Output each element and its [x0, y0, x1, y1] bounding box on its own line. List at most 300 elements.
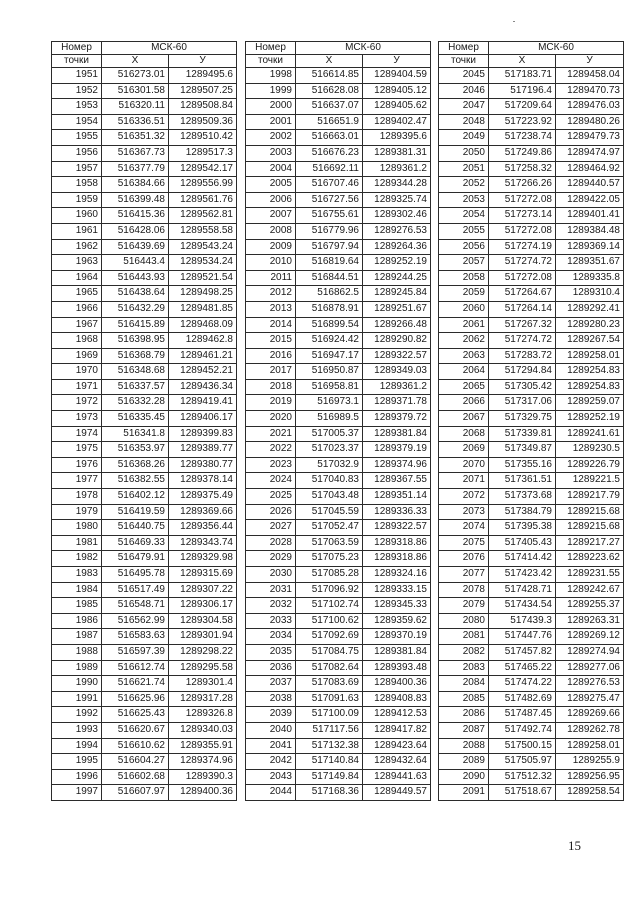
- point-number-cell: 2069: [439, 442, 489, 458]
- y-coordinate-cell: 1289542.17: [169, 161, 237, 177]
- y-coordinate-cell: 1289359.62: [363, 613, 431, 629]
- y-coordinate-cell: 1289329.98: [169, 551, 237, 567]
- point-number-cell: 2086: [439, 707, 489, 723]
- point-number-cell: 2005: [246, 177, 296, 193]
- y-coordinate-cell: 1289474.97: [556, 145, 624, 161]
- x-coordinate-cell: 516651.9: [296, 114, 363, 130]
- y-coordinate-cell: 1289276.53: [556, 676, 624, 692]
- x-coordinate-cell: 517500.15: [489, 738, 556, 754]
- x-coordinate-cell: 517457.82: [489, 644, 556, 660]
- point-number-cell: 2026: [246, 504, 296, 520]
- point-number-cell: 1956: [52, 145, 102, 161]
- y-coordinate-cell: 1289379.72: [363, 411, 431, 427]
- table-row: [439, 130, 624, 146]
- x-coordinate-cell: 517100.62: [296, 613, 363, 629]
- x-coordinate-cell: 517317.06: [489, 395, 556, 411]
- table-row: [439, 754, 624, 770]
- table-row: [439, 379, 624, 395]
- y-coordinate-cell: 1289318.86: [363, 551, 431, 567]
- x-coordinate-cell: 516583.63: [102, 629, 169, 645]
- y-coordinate-cell: 1289325.74: [363, 192, 431, 208]
- point-number-cell: 1980: [52, 520, 102, 536]
- point-number-cell: 2056: [439, 239, 489, 255]
- y-coordinate-cell: 1289217.79: [556, 489, 624, 505]
- x-coordinate-cell: 516819.64: [296, 255, 363, 271]
- table-row: [246, 567, 431, 583]
- point-number-cell: 2080: [439, 613, 489, 629]
- table-row: [246, 754, 431, 770]
- x-coordinate-cell: 517465.22: [489, 660, 556, 676]
- point-number-cell: 1970: [52, 364, 102, 380]
- table-row: [52, 785, 237, 801]
- point-number-cell: 2084: [439, 676, 489, 692]
- point-number-cell: 1982: [52, 551, 102, 567]
- x-coordinate-cell: 516779.96: [296, 223, 363, 239]
- table-row: [439, 348, 624, 364]
- x-coordinate-cell: 516727.56: [296, 192, 363, 208]
- y-coordinate-cell: 1289405.12: [363, 83, 431, 99]
- y-coordinate-cell: 1289274.94: [556, 644, 624, 660]
- table-row: [246, 644, 431, 660]
- y-coordinate-cell: 1289318.86: [363, 535, 431, 551]
- point-number-cell: 2017: [246, 364, 296, 380]
- table-row: [52, 161, 237, 177]
- y-coordinate-cell: 1289370.19: [363, 629, 431, 645]
- x-coordinate-cell: 517063.59: [296, 535, 363, 551]
- point-number-cell: 1989: [52, 660, 102, 676]
- table-row: [52, 379, 237, 395]
- x-coordinate-cell: 516337.57: [102, 379, 169, 395]
- table-row: [52, 691, 237, 707]
- point-number-cell: 1953: [52, 99, 102, 115]
- x-coordinate-cell: 516432.29: [102, 301, 169, 317]
- x-coordinate-cell: 516844.51: [296, 270, 363, 286]
- point-number-cell: 2043: [246, 769, 296, 785]
- x-coordinate-cell: 516612.74: [102, 660, 169, 676]
- y-coordinate-cell: 1289495.6: [169, 68, 237, 84]
- x-coordinate-cell: 516797.94: [296, 239, 363, 255]
- table-row: [246, 255, 431, 271]
- point-number-cell: 1998: [246, 68, 296, 84]
- table-row: [246, 769, 431, 785]
- point-number-cell: 2089: [439, 754, 489, 770]
- table-row: [52, 223, 237, 239]
- point-number-cell: 2041: [246, 738, 296, 754]
- x-coordinate-cell: 517428.71: [489, 582, 556, 598]
- y-coordinate-cell: 1289507.25: [169, 83, 237, 99]
- y-coordinate-cell: 1289230.5: [556, 442, 624, 458]
- x-coordinate-cell: 517196.4: [489, 83, 556, 99]
- y-coordinate-cell: 1289375.49: [169, 489, 237, 505]
- x-coordinate-cell: 517492.74: [489, 722, 556, 738]
- point-number-cell: 2028: [246, 535, 296, 551]
- point-number-cell: 2078: [439, 582, 489, 598]
- y-column-header: У: [556, 55, 624, 68]
- point-number-cell: 2063: [439, 348, 489, 364]
- table-row: [439, 722, 624, 738]
- point-number-cell: 2011: [246, 270, 296, 286]
- point-number-cell: 2046: [439, 83, 489, 99]
- table-row: [246, 676, 431, 692]
- y-coordinate-cell: 1289292.41: [556, 301, 624, 317]
- y-coordinate-cell: 1289508.84: [169, 99, 237, 115]
- x-coordinate-cell: 517305.42: [489, 379, 556, 395]
- x-coordinate-cell: 517518.67: [489, 785, 556, 801]
- table-row: [246, 426, 431, 442]
- y-coordinate-cell: 1289402.47: [363, 114, 431, 130]
- x-coordinate-cell: 517272.08: [489, 270, 556, 286]
- point-number-cell: 1995: [52, 754, 102, 770]
- x-coordinate-cell: 516440.75: [102, 520, 169, 536]
- point-number-cell: 2087: [439, 722, 489, 738]
- x-coordinate-cell: 517482.69: [489, 691, 556, 707]
- x-coordinate-cell: 517274.72: [489, 333, 556, 349]
- point-number-cell: 2064: [439, 364, 489, 380]
- y-coordinate-cell: 1289422.05: [556, 192, 624, 208]
- y-coordinate-cell: 1289404.59: [363, 68, 431, 84]
- point-number-cell: 1964: [52, 270, 102, 286]
- coordinates-table-2: [245, 41, 431, 801]
- point-number-cell: 1992: [52, 707, 102, 723]
- point-number-header-2: точки: [246, 55, 296, 68]
- x-coordinate-cell: 516614.85: [296, 68, 363, 84]
- y-coordinate-cell: 1289534.24: [169, 255, 237, 271]
- x-coordinate-cell: 517183.71: [489, 68, 556, 84]
- table-row: [439, 598, 624, 614]
- point-number-header: Номер: [52, 42, 102, 55]
- point-number-cell: 2014: [246, 317, 296, 333]
- x-coordinate-cell: 516755.61: [296, 208, 363, 224]
- x-coordinate-cell: 517140.84: [296, 754, 363, 770]
- point-number-cell: 1973: [52, 411, 102, 427]
- table-row: [439, 567, 624, 583]
- x-coordinate-cell: 517085.28: [296, 567, 363, 583]
- table-row: [246, 504, 431, 520]
- x-coordinate-cell: 516336.51: [102, 114, 169, 130]
- table-row: [52, 68, 237, 84]
- y-coordinate-cell: 1289345.33: [363, 598, 431, 614]
- table-row: [246, 317, 431, 333]
- point-number-cell: 2040: [246, 722, 296, 738]
- table-row: [52, 738, 237, 754]
- y-coordinate-cell: 1289245.84: [363, 286, 431, 302]
- x-coordinate-cell: 517447.76: [489, 629, 556, 645]
- x-coordinate-cell: 517149.84: [296, 769, 363, 785]
- x-coordinate-cell: 516273.01: [102, 68, 169, 84]
- point-number-cell: 1999: [246, 83, 296, 99]
- y-coordinate-cell: 1289324.16: [363, 567, 431, 583]
- y-coordinate-cell: 1289374.96: [169, 754, 237, 770]
- x-coordinate-cell: 516320.11: [102, 99, 169, 115]
- table-row: [439, 457, 624, 473]
- y-coordinate-cell: 1289405.62: [363, 99, 431, 115]
- table-row: [246, 707, 431, 723]
- y-coordinate-cell: 1289440.57: [556, 177, 624, 193]
- x-coordinate-cell: 517355.16: [489, 457, 556, 473]
- table-row: [52, 613, 237, 629]
- point-number-cell: 1968: [52, 333, 102, 349]
- table-row: [52, 270, 237, 286]
- table-row: [52, 255, 237, 271]
- x-column-header: X: [296, 55, 363, 68]
- table-row: [52, 551, 237, 567]
- y-coordinate-cell: 1289361.2: [363, 161, 431, 177]
- table-row: [439, 676, 624, 692]
- point-number-cell: 2001: [246, 114, 296, 130]
- x-coordinate-cell: 516443.93: [102, 270, 169, 286]
- table-row: [52, 348, 237, 364]
- point-number-cell: 2055: [439, 223, 489, 239]
- x-coordinate-cell: 517272.08: [489, 223, 556, 239]
- point-number-cell: 2003: [246, 145, 296, 161]
- y-coordinate-cell: 1289226.79: [556, 457, 624, 473]
- table-row: [439, 473, 624, 489]
- table-row: [246, 582, 431, 598]
- table-row: [52, 473, 237, 489]
- y-coordinate-cell: 1289255.37: [556, 598, 624, 614]
- x-coordinate-cell: 516862.5: [296, 286, 363, 302]
- point-number-cell: 2085: [439, 691, 489, 707]
- table-row: [439, 395, 624, 411]
- point-number-cell: 2077: [439, 567, 489, 583]
- table-row: [246, 270, 431, 286]
- table-row: [246, 785, 431, 801]
- x-coordinate-cell: 517082.64: [296, 660, 363, 676]
- x-coordinate-cell: 516610.62: [102, 738, 169, 754]
- x-coordinate-cell: 516597.39: [102, 644, 169, 660]
- point-number-cell: 1958: [52, 177, 102, 193]
- table-row: [52, 426, 237, 442]
- point-number-header-2: точки: [52, 55, 102, 68]
- y-coordinate-cell: 1289263.31: [556, 613, 624, 629]
- table-row: [52, 177, 237, 193]
- point-number-cell: 2070: [439, 457, 489, 473]
- y-coordinate-cell: 1289461.21: [169, 348, 237, 364]
- point-number-cell: 1978: [52, 489, 102, 505]
- table-row: [439, 426, 624, 442]
- point-number-cell: 2033: [246, 613, 296, 629]
- x-coordinate-cell: 517272.08: [489, 192, 556, 208]
- table-row: [439, 520, 624, 536]
- y-coordinate-cell: 1289462.8: [169, 333, 237, 349]
- point-number-cell: 1975: [52, 442, 102, 458]
- table-row: [439, 255, 624, 271]
- table-row: [246, 738, 431, 754]
- table-row: [246, 333, 431, 349]
- y-coordinate-cell: 1289510.42: [169, 130, 237, 146]
- point-number-cell: 2004: [246, 161, 296, 177]
- y-coordinate-cell: 1289215.68: [556, 520, 624, 536]
- table-row: [439, 208, 624, 224]
- table-row: [246, 473, 431, 489]
- x-coordinate-cell: 516621.74: [102, 676, 169, 692]
- table-row: [439, 629, 624, 645]
- point-number-cell: 1969: [52, 348, 102, 364]
- point-number-cell: 2024: [246, 473, 296, 489]
- y-coordinate-cell: 1289302.46: [363, 208, 431, 224]
- table-row: [52, 660, 237, 676]
- table-row: [439, 301, 624, 317]
- point-number-cell: 2082: [439, 644, 489, 660]
- point-number-cell: 2032: [246, 598, 296, 614]
- x-coordinate-cell: 516947.17: [296, 348, 363, 364]
- x-coordinate-cell: 516692.11: [296, 161, 363, 177]
- y-coordinate-cell: 1289561.76: [169, 192, 237, 208]
- y-coordinate-cell: 1289343.74: [169, 535, 237, 551]
- x-coordinate-cell: 516950.87: [296, 364, 363, 380]
- y-coordinate-cell: 1289369.66: [169, 504, 237, 520]
- point-number-cell: 2042: [246, 754, 296, 770]
- y-coordinate-cell: 1289419.41: [169, 395, 237, 411]
- y-coordinate-cell: 1289315.69: [169, 567, 237, 583]
- table-row: [52, 489, 237, 505]
- y-coordinate-cell: 1289256.95: [556, 769, 624, 785]
- point-number-cell: 1984: [52, 582, 102, 598]
- point-number-cell: 1954: [52, 114, 102, 130]
- point-number-cell: 1955: [52, 130, 102, 146]
- x-coordinate-cell: 516348.68: [102, 364, 169, 380]
- y-coordinate-cell: 1289498.25: [169, 286, 237, 302]
- x-coordinate-cell: 516479.91: [102, 551, 169, 567]
- table-row: [246, 348, 431, 364]
- table-row: [246, 489, 431, 505]
- table-row: [439, 83, 624, 99]
- table-row: [52, 598, 237, 614]
- x-coordinate-cell: 516415.89: [102, 317, 169, 333]
- y-coordinate-cell: 1289262.78: [556, 722, 624, 738]
- table-row: [439, 161, 624, 177]
- y-coordinate-cell: 1289384.48: [556, 223, 624, 239]
- x-coordinate-cell: 517273.14: [489, 208, 556, 224]
- point-number-cell: 2008: [246, 223, 296, 239]
- x-coordinate-cell: 516562.99: [102, 613, 169, 629]
- x-coordinate-cell: 517512.32: [489, 769, 556, 785]
- table-row: [439, 769, 624, 785]
- x-coordinate-cell: 516301.58: [102, 83, 169, 99]
- y-coordinate-cell: 1289264.36: [363, 239, 431, 255]
- table-row: [52, 504, 237, 520]
- table-row: [439, 270, 624, 286]
- coordinates-table-3: [438, 41, 624, 801]
- table-row: [439, 644, 624, 660]
- y-coordinate-cell: 1289449.57: [363, 785, 431, 801]
- y-coordinate-cell: 1289340.03: [169, 722, 237, 738]
- point-number-cell: 2071: [439, 473, 489, 489]
- table-row: [52, 769, 237, 785]
- point-number-cell: 1991: [52, 691, 102, 707]
- table-row: [246, 208, 431, 224]
- x-coordinate-cell: 517474.22: [489, 676, 556, 692]
- point-number-cell: 1986: [52, 613, 102, 629]
- y-coordinate-cell: 1289351.67: [556, 255, 624, 271]
- table-row: [246, 301, 431, 317]
- point-number-cell: 1988: [52, 644, 102, 660]
- y-coordinate-cell: 1289379.19: [363, 442, 431, 458]
- x-coordinate-cell: 517005.37: [296, 426, 363, 442]
- table-body: [52, 68, 237, 801]
- y-coordinate-cell: 1289276.53: [363, 223, 431, 239]
- point-number-cell: 1971: [52, 379, 102, 395]
- point-number-cell: 2059: [439, 286, 489, 302]
- point-number-cell: 2050: [439, 145, 489, 161]
- point-number-cell: 2049: [439, 130, 489, 146]
- x-coordinate-cell: 517329.75: [489, 411, 556, 427]
- point-number-cell: 1985: [52, 598, 102, 614]
- table-row: [439, 504, 624, 520]
- x-coordinate-cell: 517100.09: [296, 707, 363, 723]
- y-coordinate-cell: 1289290.82: [363, 333, 431, 349]
- point-number-cell: 2002: [246, 130, 296, 146]
- y-coordinate-cell: 1289217.27: [556, 535, 624, 551]
- coordinate-system-header: МСК-60: [489, 42, 624, 55]
- point-number-cell: 1959: [52, 192, 102, 208]
- y-coordinate-cell: 1289252.19: [556, 411, 624, 427]
- table-row: [246, 379, 431, 395]
- x-coordinate-cell: 517052.47: [296, 520, 363, 536]
- table-row: [246, 442, 431, 458]
- table-row: [439, 223, 624, 239]
- y-column-header: У: [363, 55, 431, 68]
- table-row: [246, 145, 431, 161]
- table-row: [246, 161, 431, 177]
- point-number-cell: 1952: [52, 83, 102, 99]
- point-number-cell: 1967: [52, 317, 102, 333]
- x-coordinate-cell: 516398.95: [102, 333, 169, 349]
- table-row: [439, 114, 624, 130]
- x-coordinate-cell: 517238.74: [489, 130, 556, 146]
- point-number-cell: 2016: [246, 348, 296, 364]
- x-coordinate-cell: 517258.32: [489, 161, 556, 177]
- point-number-cell: 2067: [439, 411, 489, 427]
- y-coordinate-cell: 1289254.83: [556, 379, 624, 395]
- y-coordinate-cell: 1289356.44: [169, 520, 237, 536]
- x-coordinate-cell: 516399.48: [102, 192, 169, 208]
- x-coordinate-cell: 516469.33: [102, 535, 169, 551]
- x-coordinate-cell: 517132.38: [296, 738, 363, 754]
- table-row: [246, 613, 431, 629]
- x-coordinate-cell: 516384.66: [102, 177, 169, 193]
- point-number-cell: 2079: [439, 598, 489, 614]
- table-row: [52, 629, 237, 645]
- y-coordinate-cell: 1289301.4: [169, 676, 237, 692]
- table-row: [52, 286, 237, 302]
- point-number-cell: 2081: [439, 629, 489, 645]
- x-coordinate-cell: 517505.97: [489, 754, 556, 770]
- x-coordinate-cell: 517223.92: [489, 114, 556, 130]
- y-coordinate-cell: 1289252.19: [363, 255, 431, 271]
- x-coordinate-cell: 517032.9: [296, 457, 363, 473]
- x-coordinate-cell: 517264.67: [489, 286, 556, 302]
- table-row: [52, 114, 237, 130]
- x-coordinate-cell: 516439.69: [102, 239, 169, 255]
- x-coordinate-cell: 517274.72: [489, 255, 556, 271]
- y-coordinate-cell: 1289381.84: [363, 644, 431, 660]
- table-row: [439, 145, 624, 161]
- y-coordinate-cell: 1289562.81: [169, 208, 237, 224]
- y-coordinate-cell: 1289432.64: [363, 754, 431, 770]
- point-number-cell: 1962: [52, 239, 102, 255]
- point-number-cell: 2036: [246, 660, 296, 676]
- x-coordinate-cell: 516402.12: [102, 489, 169, 505]
- x-coordinate-cell: 517084.75: [296, 644, 363, 660]
- x-coordinate-cell: 517168.36: [296, 785, 363, 801]
- y-coordinate-cell: 1289310.4: [556, 286, 624, 302]
- y-coordinate-cell: 1289251.67: [363, 301, 431, 317]
- y-coordinate-cell: 1289349.03: [363, 364, 431, 380]
- x-coordinate-cell: 516419.59: [102, 504, 169, 520]
- point-number-cell: 2076: [439, 551, 489, 567]
- y-coordinate-cell: 1289521.54: [169, 270, 237, 286]
